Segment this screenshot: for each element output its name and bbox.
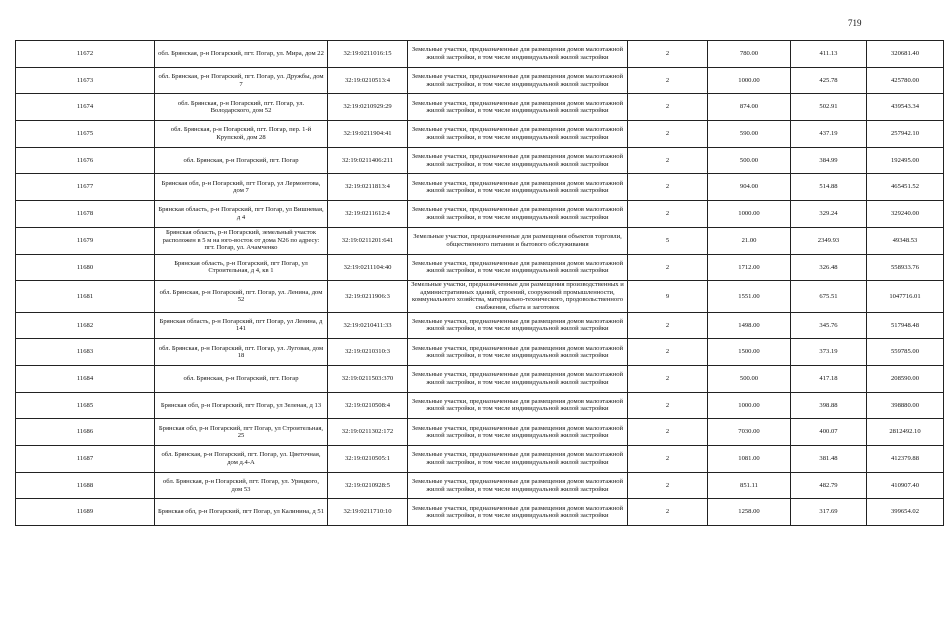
permitted-use-cell: Земельные участки, предназначенные для размещения домов малоэтажной жилой застройки, в том числе индивидуальной жилой застройки (408, 472, 628, 499)
cadastral-value-cell: 398880.00 (867, 392, 944, 419)
cadastral-number-cell: 32:19:0210928:5 (328, 472, 408, 499)
table-row (16, 499, 944, 526)
cadastral-value-cell: 412379.88 (867, 446, 944, 473)
table-row (16, 121, 944, 148)
table-row (16, 446, 944, 473)
cadastral-value-cell: 49348.53 (867, 227, 944, 254)
area-cell: 1000.00 (708, 67, 791, 94)
area-cell: 500.00 (708, 365, 791, 392)
area-cell: 904.00 (708, 174, 791, 201)
permitted-use-cell: Земельные участки, предназначенные для размещения домов малоэтажной жилой застройки, в том числе индивидуальной жилой застройки (408, 499, 628, 526)
permitted-use-cell: Земельные участки, предназначенные для размещения домов малоэтажной жилой застройки, в том числе индивидуальной жилой застройки (408, 254, 628, 281)
row-number: 11679 (16, 227, 155, 254)
cadastral-number-cell: 32:19:0210310:3 (328, 339, 408, 366)
cadastral-value-cell: 2812492.10 (867, 419, 944, 446)
cadastral-number-cell: 32:19:0211710:10 (328, 499, 408, 526)
group-cell: 2 (628, 472, 708, 499)
address-cell: обл. Брянская, р-н Погарский, пгт. Погар, ул. Володарского, дом 52 (155, 94, 328, 121)
cadastral-value-cell: 320681.40 (867, 41, 944, 68)
cadastral-number-cell: 32:19:0211016:15 (328, 41, 408, 68)
address-cell: обл. Брянская, р-н Погарский, пгт. Погар, ул. Мира, дом 22 (155, 41, 328, 68)
table-row (16, 67, 944, 94)
table-row (16, 419, 944, 446)
row-number: 11688 (16, 472, 155, 499)
cadastral-number-cell: 32:19:0211406:211 (328, 147, 408, 174)
cadastral-value-cell: 329240.00 (867, 201, 944, 228)
specific-value-cell: 317.69 (791, 499, 867, 526)
address-cell: Брянская область, р-н Погарский, пгт Погар, ул Ленина, д 141 (155, 312, 328, 339)
row-number: 11686 (16, 419, 155, 446)
permitted-use-cell: Земельные участки, предназначенные для размещения домов малоэтажной жилой застройки, в том числе индивидуальной жилой застройки (408, 94, 628, 121)
permitted-use-cell: Земельные участки, предназначенные для размещения домов малоэтажной жилой застройки, в том числе индивидуальной жилой застройки (408, 446, 628, 473)
row-number: 11683 (16, 339, 155, 366)
row-number: 11682 (16, 312, 155, 339)
specific-value-cell: 514.88 (791, 174, 867, 201)
area-cell: 1081.00 (708, 446, 791, 473)
cadastral-value-cell: 559785.00 (867, 339, 944, 366)
cadastral-value-cell: 517948.48 (867, 312, 944, 339)
cadastral-number-cell: 32:19:0211612:4 (328, 201, 408, 228)
page-number: 719 (848, 18, 862, 28)
group-cell: 2 (628, 446, 708, 473)
cadastral-number-cell: 32:19:0211201:641 (328, 227, 408, 254)
row-number: 11673 (16, 67, 155, 94)
row-number: 11675 (16, 121, 155, 148)
permitted-use-cell: Земельные участки, предназначенные для размещения домов малоэтажной жилой застройки, в том числе индивидуальной жилой застройки (408, 392, 628, 419)
table-row (16, 41, 944, 68)
area-cell: 1258.00 (708, 499, 791, 526)
address-cell: обл. Брянская, р-н Погарский, пгт. Погар, ул. Луговая, дом 18 (155, 339, 328, 366)
permitted-use-cell: Земельные участки, предназначенные для размещения домов малоэтажной жилой застройки, в том числе индивидуальной жилой застройки (408, 201, 628, 228)
cadastral-number-cell: 32:19:0210513:4 (328, 67, 408, 94)
permitted-use-cell: Земельные участки, предназначенные для размещения производственных и административных зданий, строений, сооружений промышленности, коммунального хозяйства, материально-технического, продовольственного снабжения, сбыта и заготовок (408, 281, 628, 312)
table-row (16, 227, 944, 254)
specific-value-cell: 502.91 (791, 94, 867, 121)
permitted-use-cell: Земельные участки, предназначенные для размещения домов малоэтажной жилой застройки, в том числе индивидуальной жилой застройки (408, 365, 628, 392)
area-cell: 1498.00 (708, 312, 791, 339)
group-cell: 2 (628, 312, 708, 339)
group-cell: 2 (628, 67, 708, 94)
permitted-use-cell: Земельные участки, предназначенные для размещения домов малоэтажной жилой застройки, в том числе индивидуальной жилой застройки (408, 312, 628, 339)
table-row (16, 174, 944, 201)
group-cell: 2 (628, 254, 708, 281)
address-cell: Брянская обл, р-н Погарский, пгт Погар, ул Зеленая, д 13 (155, 392, 328, 419)
area-cell: 780.00 (708, 41, 791, 68)
table-row (16, 472, 944, 499)
permitted-use-cell: Земельные участки, предназначенные для размещения домов малоэтажной жилой застройки, в том числе индивидуальной жилой застройки (408, 147, 628, 174)
row-number: 11685 (16, 392, 155, 419)
row-number: 11674 (16, 94, 155, 121)
group-cell: 5 (628, 227, 708, 254)
address-cell: обл. Брянская, р-н Погарский, пгт. Погар, пер. 1-й Крупской, дом 28 (155, 121, 328, 148)
address-cell: Брянская область, р-н Погарский, пгт Погар, ул Вишневая, д 4 (155, 201, 328, 228)
cadastral-number-cell: 32:19:0210508:4 (328, 392, 408, 419)
permitted-use-cell: Земельные участки, предназначенные для размещения домов малоэтажной жилой застройки, в том числе индивидуальной жилой застройки (408, 41, 628, 68)
address-cell: Брянская область, р-н Погарский, земельный участок расположен в 5 м на юго-восток от дома N26 по адресу: пгт. Погар, ул. Ачамченко (155, 227, 328, 254)
row-number: 11689 (16, 499, 155, 526)
specific-value-cell: 329.24 (791, 201, 867, 228)
group-cell: 2 (628, 41, 708, 68)
group-cell: 2 (628, 365, 708, 392)
cadastral-number-cell: 32:19:0210505:1 (328, 446, 408, 473)
specific-value-cell: 384.99 (791, 147, 867, 174)
cadastral-value-cell: 439543.34 (867, 94, 944, 121)
area-cell: 1712.00 (708, 254, 791, 281)
permitted-use-cell: Земельные участки, предназначенные для размещения домов малоэтажной жилой застройки, в том числе индивидуальной жилой застройки (408, 67, 628, 94)
table-row (16, 339, 944, 366)
cadastral-number-cell: 32:19:0210411:33 (328, 312, 408, 339)
row-number: 11684 (16, 365, 155, 392)
table-row (16, 365, 944, 392)
table-row (16, 94, 944, 121)
table-row (16, 392, 944, 419)
row-number: 11677 (16, 174, 155, 201)
row-number: 11676 (16, 147, 155, 174)
group-cell: 2 (628, 419, 708, 446)
area-cell: 874.00 (708, 94, 791, 121)
address-cell: Брянская обл, р-н Погарский, пгт Погар, ул Строительная, 25 (155, 419, 328, 446)
area-cell: 590.00 (708, 121, 791, 148)
cadastral-value-cell: 399654.02 (867, 499, 944, 526)
row-number: 11680 (16, 254, 155, 281)
row-number: 11678 (16, 201, 155, 228)
table-row (16, 147, 944, 174)
specific-value-cell: 437.19 (791, 121, 867, 148)
address-cell: обл. Брянская, р-н Погарский, пгт. Погар, ул. Цветочная, дом д.4-А (155, 446, 328, 473)
group-cell: 2 (628, 147, 708, 174)
cadastral-value-cell: 208590.00 (867, 365, 944, 392)
area-cell: 7030.00 (708, 419, 791, 446)
specific-value-cell: 400.07 (791, 419, 867, 446)
area-cell: 500.00 (708, 147, 791, 174)
cadastral-value-cell: 410907.40 (867, 472, 944, 499)
specific-value-cell: 425.78 (791, 67, 867, 94)
address-cell: Брянская обл, р-н Погарский, пгт Погар, ул Лермонтова, дом 7 (155, 174, 328, 201)
specific-value-cell: 411.13 (791, 41, 867, 68)
group-cell: 2 (628, 174, 708, 201)
address-cell: обл. Брянская, р-н Погарский, пгт. Погар, ул. Урицкого, дом 53 (155, 472, 328, 499)
specific-value-cell: 482.79 (791, 472, 867, 499)
land-registry-table (15, 40, 944, 526)
table-row (16, 281, 944, 312)
cadastral-value-cell: 465451.52 (867, 174, 944, 201)
specific-value-cell: 398.88 (791, 392, 867, 419)
row-number: 11687 (16, 446, 155, 473)
permitted-use-cell: Земельные участки, предназначенные для размещения домов малоэтажной жилой застройки, в том числе индивидуальной жилой застройки (408, 419, 628, 446)
specific-value-cell: 675.51 (791, 281, 867, 312)
group-cell: 9 (628, 281, 708, 312)
cadastral-number-cell: 32:19:0211302:172 (328, 419, 408, 446)
table-row (16, 254, 944, 281)
address-cell: Брянская область, р-н Погарский, пгт Погар, ул Строительная, д 4, кв 1 (155, 254, 328, 281)
specific-value-cell: 345.76 (791, 312, 867, 339)
address-cell: обл. Брянская, р-н Погарский, пгт. Погар (155, 365, 328, 392)
permitted-use-cell: Земельные участки, предназначенные для размещения домов малоэтажной жилой застройки, в том числе индивидуальной жилой застройки (408, 174, 628, 201)
specific-value-cell: 373.19 (791, 339, 867, 366)
row-number: 11681 (16, 281, 155, 312)
table-row (16, 312, 944, 339)
cadastral-number-cell: 32:19:0211503:370 (328, 365, 408, 392)
group-cell: 2 (628, 499, 708, 526)
table-row (16, 201, 944, 228)
specific-value-cell: 2349.93 (791, 227, 867, 254)
group-cell: 2 (628, 201, 708, 228)
area-cell: 1500.00 (708, 339, 791, 366)
address-cell: обл. Брянская, р-н Погарский, пгт. Погар, ул. Ленина, дом 52 (155, 281, 328, 312)
specific-value-cell: 326.48 (791, 254, 867, 281)
area-cell: 1551.00 (708, 281, 791, 312)
area-cell: 1000.00 (708, 392, 791, 419)
cadastral-value-cell: 1047716.01 (867, 281, 944, 312)
area-cell: 21.00 (708, 227, 791, 254)
table-body (16, 41, 944, 526)
address-cell: обл. Брянская, р-н Погарский, пгт. Погар (155, 147, 328, 174)
cadastral-value-cell: 558933.76 (867, 254, 944, 281)
permitted-use-cell: Земельные участки, предназначенные для размещения объектов торговли, общественного питания и бытового обслуживания (408, 227, 628, 254)
cadastral-number-cell: 32:19:0211906:3 (328, 281, 408, 312)
row-number: 11672 (16, 41, 155, 68)
cadastral-number-cell: 32:19:0211104:40 (328, 254, 408, 281)
group-cell: 2 (628, 121, 708, 148)
cadastral-number-cell: 32:19:0211813:4 (328, 174, 408, 201)
cadastral-value-cell: 425780.00 (867, 67, 944, 94)
area-cell: 1000.00 (708, 201, 791, 228)
cadastral-value-cell: 192495.00 (867, 147, 944, 174)
cadastral-value-cell: 257942.10 (867, 121, 944, 148)
address-cell: обл. Брянская, р-н Погарский, пгт. Погар, ул. Дружбы, дом 7 (155, 67, 328, 94)
cadastral-number-cell: 32:19:0211904:41 (328, 121, 408, 148)
area-cell: 851.11 (708, 472, 791, 499)
specific-value-cell: 381.48 (791, 446, 867, 473)
group-cell: 2 (628, 339, 708, 366)
group-cell: 2 (628, 94, 708, 121)
permitted-use-cell: Земельные участки, предназначенные для размещения домов малоэтажной жилой застройки, в том числе индивидуальной жилой застройки (408, 121, 628, 148)
group-cell: 2 (628, 392, 708, 419)
permitted-use-cell: Земельные участки, предназначенные для размещения домов малоэтажной жилой застройки, в том числе индивидуальной жилой застройки (408, 339, 628, 366)
address-cell: Брянская обл, р-н Погарский, пгт Погар, ул Калинина, д 51 (155, 499, 328, 526)
specific-value-cell: 417.18 (791, 365, 867, 392)
cadastral-number-cell: 32:19:0210929:29 (328, 94, 408, 121)
